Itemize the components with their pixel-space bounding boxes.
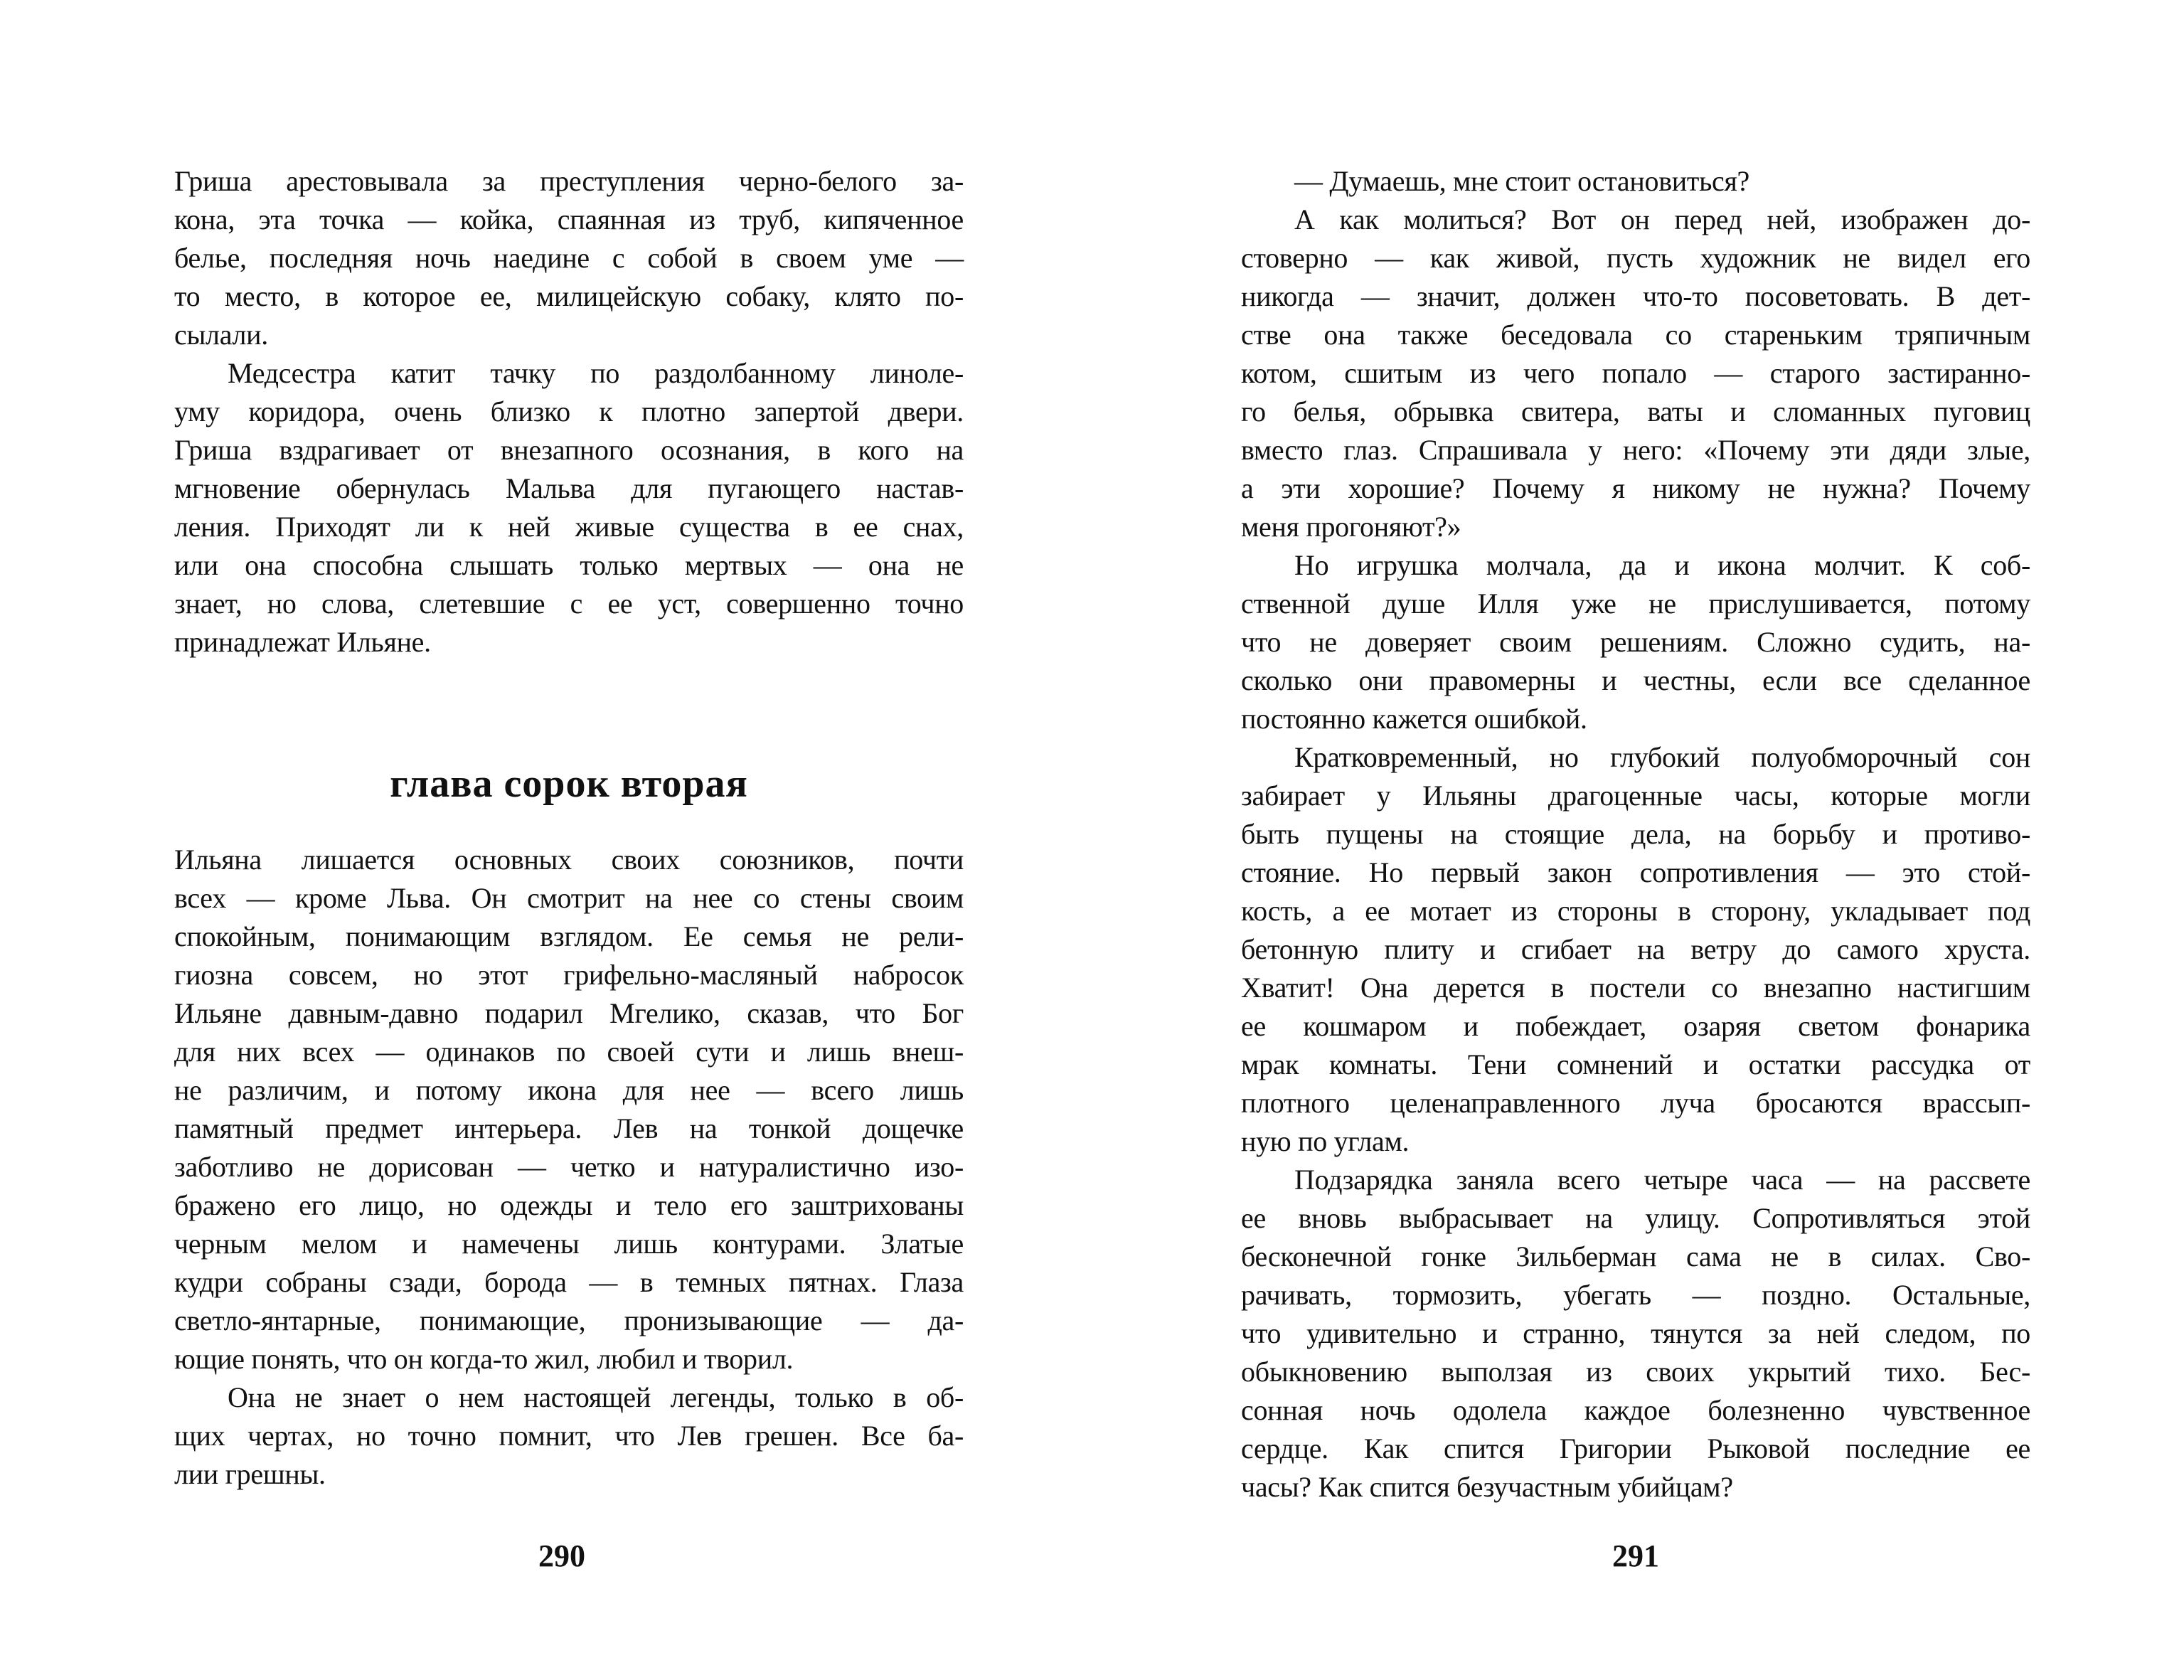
text-line: сылали. xyxy=(174,319,268,351)
text-line: быть пущены на стоящие дела, на борьбу и противо- xyxy=(1241,818,2030,850)
text-line: лии грешны. xyxy=(174,1458,326,1490)
text-line: стоверно — как живой, пусть художник не видел его xyxy=(1241,242,2030,274)
text-line: обыкновению выползая из своих укрытий тихо. Бес- xyxy=(1241,1356,2030,1388)
text-line: спокойным, понимающим взглядом. Ее семья не рели- xyxy=(174,920,964,952)
text-line: Подзарядка заняла всего четыре часа — на рассвете xyxy=(1294,1164,2030,1196)
text-line: сонная ночь одолела каждое болезненно чувственное xyxy=(1241,1394,2030,1426)
text-line: постоянно кажется ошибкой. xyxy=(1241,703,1587,735)
text-line: не различим, и потому икона для нее — всего лишь xyxy=(174,1074,964,1106)
text-line: Ильяне давным-давно подарил Мгелико, сказав, что Бог xyxy=(174,997,964,1029)
left-page-text-block-2 xyxy=(174,841,964,1494)
text-line: всех — кроме Льва. Он смотрит на нее со стены своим xyxy=(174,882,964,914)
right-page-text-block xyxy=(1241,162,2030,1506)
text-line: забирает у Ильяны драгоценные часы, которые могли xyxy=(1241,780,2030,812)
text-line: бражено его лицо, но одежды и тело его заштрихованы xyxy=(174,1189,964,1221)
text-line: ее вновь выбрасывает на улицу. Сопротивляться этой xyxy=(1241,1202,2030,1234)
text-line: Хватит! Она дерется в постели со внезапно настигшим xyxy=(1241,972,2030,1004)
text-line: вместо глаз. Спрашивала у него: «Почему эти дяди злые, xyxy=(1241,434,2030,466)
text-line: ее кошмаром и побеждает, озаряя светом фонарика xyxy=(1241,1010,2030,1042)
text-line: стве она также беседовала со стареньким тряпичным xyxy=(1241,319,2030,351)
text-line: бесконечной гонке Зильберман сама не в силах. Сво- xyxy=(1241,1240,2030,1272)
text-line: Но игрушка молчала, да и икона молчит. К соб- xyxy=(1294,549,2030,581)
text-line: белье, последняя ночь наедине с собой в своем уме — xyxy=(174,242,964,274)
text-line: что не доверяет своим решениям. Сложно судить, на- xyxy=(1241,626,2030,658)
page-number-left: 290 xyxy=(538,1538,585,1573)
text-line: мгновение обернулась Мальва для пугающего настав- xyxy=(174,472,964,504)
text-line: ственной душе Илля уже не прислушивается, потому xyxy=(1241,588,2030,620)
text-line: черным мелом и намечены лишь контурами. Златые xyxy=(174,1228,964,1260)
text-line: мрак комнаты. Тени сомнений и остатки рассудка от xyxy=(1241,1048,2030,1080)
text-line: Ильяна лишается основных своих союзников, почти xyxy=(174,844,964,876)
text-line: никогда — значит, должен что-то посоветовать. В дет- xyxy=(1241,280,2030,312)
text-line: рачивать, тормозить, убегать — поздно. Остальные, xyxy=(1241,1279,2030,1311)
text-line: котом, сшитым из чего попало — старого застиранно- xyxy=(1241,357,2030,389)
text-line: или она способна слышать только мертвых — она не xyxy=(174,549,964,581)
text-line: то место, в которое ее, милицейскую собаку, клято по- xyxy=(174,280,964,312)
text-line: часы? Как спится безучастным убийцам? xyxy=(1241,1471,1733,1503)
text-line: кость, а ее мотает из стороны в сторону, укладывает под xyxy=(1241,895,2030,927)
text-line: Кратковременный, но глубокий полуобморочный сон xyxy=(1294,741,2030,773)
text-line: что удивительно и странно, тянутся за ней следом, по xyxy=(1241,1317,2030,1349)
text-line: щих чертах, но точно помнит, что Лев грешен. Все ба- xyxy=(174,1420,964,1452)
text-line: плотного целенаправленного луча бросаются врассып- xyxy=(1241,1087,2030,1119)
text-line: го белья, обрывка свитера, ваты и сломанных пуговиц xyxy=(1241,395,2030,427)
text-line: Гриша вздрагивает от внезапного осознания, в кого на xyxy=(174,434,964,466)
text-line: для них всех — одинаков по своей сути и лишь внеш- xyxy=(174,1036,964,1068)
text-line: уму коридора, очень близко к плотно запертой двери. xyxy=(174,395,964,427)
chapter-title: глава сорок вторая xyxy=(390,762,748,806)
text-line: Медсестра катит тачку по раздолбанному линоле- xyxy=(228,357,964,389)
text-line: принадлежат Ильяне. xyxy=(174,626,431,658)
left-page-text-block-1 xyxy=(174,162,964,661)
text-line: кона, эта точка — койка, спаянная из труб, кипяченное xyxy=(174,203,964,235)
text-line: гиозна совсем, но этот грифельно-масляный набросок xyxy=(174,959,964,991)
text-line: заботливо не дорисован — четко и натуралистично изо- xyxy=(174,1151,964,1183)
text-line: знает, но слова, слетевшие с ее уст, совершенно точно xyxy=(174,588,964,620)
text-line: меня прогоняют?» xyxy=(1241,511,1461,543)
text-line: А как молиться? Вот он перед ней, изображен до- xyxy=(1294,203,2030,235)
text-line: сколько они правомерны и честны, если все сделанное xyxy=(1241,664,2030,696)
text-line: а эти хорошие? Почему я никому не нужна? Почему xyxy=(1241,472,2030,504)
text-line: кудри собраны сзади, борода — в темных пятнах. Глаза xyxy=(174,1266,964,1298)
text-line: Гриша арестовывала за преступления черно-белого за- xyxy=(174,165,964,197)
text-line: стояние. Но первый закон сопротивления — это стой- xyxy=(1241,856,2030,888)
text-line: светло-янтарные, понимающие, пронизывающие — да- xyxy=(174,1304,964,1336)
text-line: памятный предмет интерьера. Лев на тонкой дощечке xyxy=(174,1112,964,1144)
text-line: ную по углам. xyxy=(1241,1125,1410,1157)
text-line: сердце. Как спится Григории Рыковой последние ее xyxy=(1241,1432,2030,1464)
text-line: бетонную плиту и сгибает на ветру до самого хруста. xyxy=(1241,933,2030,965)
text-line: ющие понять, что он когда-то жил, любил и творил. xyxy=(174,1343,794,1375)
text-line: Она не знает о нем настоящей легенды, только в об- xyxy=(228,1381,964,1413)
text-line: — Думаешь, мне стоит остановиться? xyxy=(1294,165,1750,197)
page-number-right: 291 xyxy=(1612,1538,1659,1573)
right-page xyxy=(1092,0,2184,1680)
text-line: ления. Приходят ли к ней живые существа в ее снах, xyxy=(174,511,964,543)
